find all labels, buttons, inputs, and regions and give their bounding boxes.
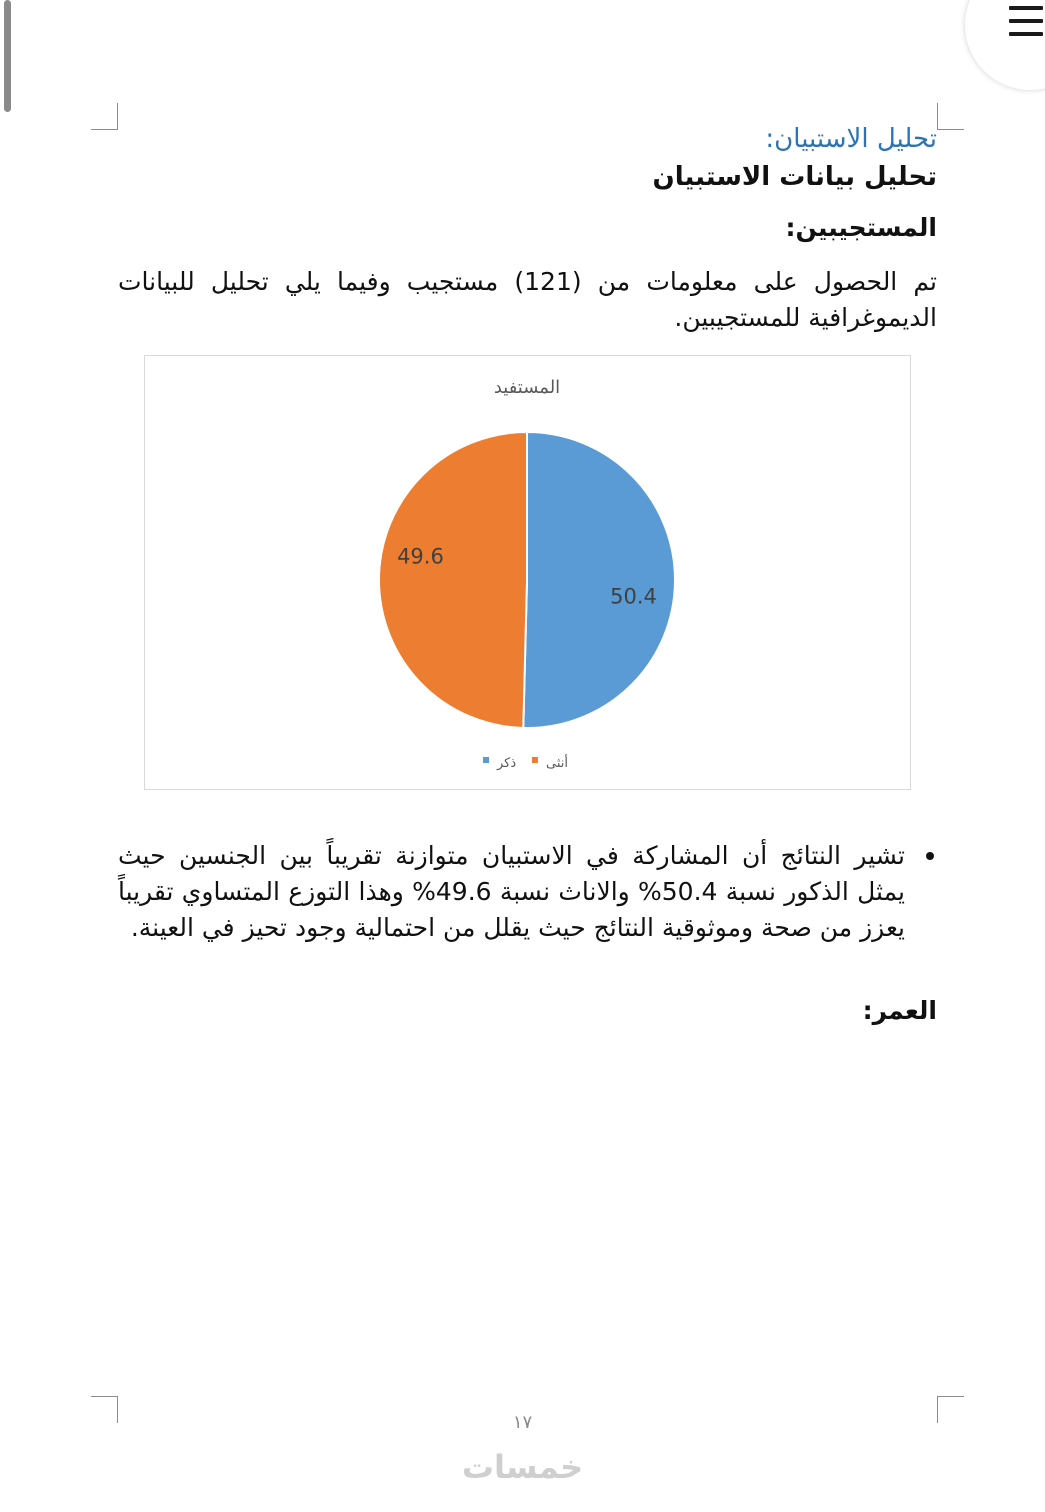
respondents-heading: المستجيبين:	[785, 213, 937, 242]
age-heading: العمر:	[862, 996, 937, 1025]
pie-data-label-female: 49.6	[397, 544, 444, 569]
legend-swatch-female	[532, 757, 538, 763]
crop-mark-top-right	[937, 103, 964, 130]
subsection-title: تحليل بيانات الاستبيان	[652, 162, 937, 192]
watermark-logo: خمسات	[461, 1448, 584, 1486]
crop-mark-top-left	[91, 103, 118, 130]
chart-title: المستفيد	[493, 377, 561, 398]
menu-icon[interactable]	[1009, 6, 1043, 36]
bullet-point-icon	[926, 852, 934, 860]
pie-data-label-male: 50.4	[610, 584, 657, 609]
pie-slice-female	[379, 432, 527, 728]
section-title: تحليل الاستبيان:	[765, 124, 937, 154]
pie-chart-svg	[145, 356, 910, 789]
pie-chart	[144, 355, 911, 790]
page-number: ١٧	[512, 1412, 533, 1433]
intro-paragraph: تم الحصول على معلومات من (121) مستجيب وفيما يلي تحليل للبيانات الديموغرافية للمستجيبين.	[118, 267, 937, 332]
legend-label-male: ذكر	[497, 756, 517, 771]
pie-slice-male	[523, 432, 675, 728]
scroll-indicator[interactable]	[4, 0, 11, 112]
gender-results-paragraph: تشير النتائج أن المشاركة في الاستبيان متوازنة تقريباً بين الجنسين حيث يمثل الذكور نسبة 50.4% والاناث نسبة 49.6% وهذا التوزع المتساوي تقريباً يعزز من صحة وموثوقية النتائج حيث يقلل من احتمالية وجود تحيز في العينة.	[118, 841, 905, 942]
legend-label-female: أنثى	[546, 756, 568, 771]
legend-swatch-male	[483, 757, 489, 763]
